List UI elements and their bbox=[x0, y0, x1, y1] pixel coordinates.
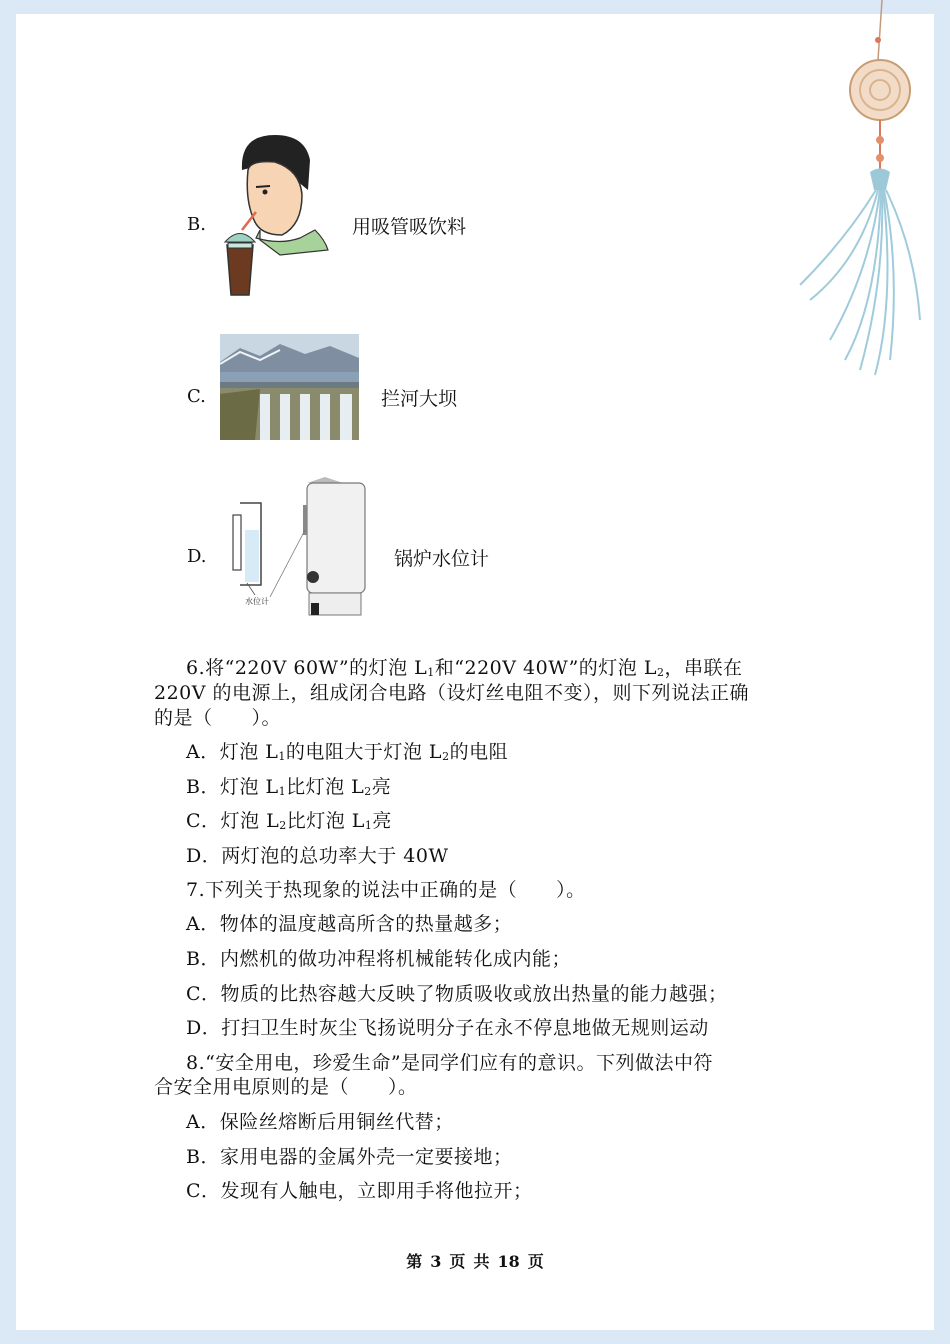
page-footer bbox=[0, 1249, 950, 1272]
total-pages: 18 bbox=[497, 1252, 520, 1271]
q8-option-c: C．发现有人触电，立即用手将他拉开； bbox=[186, 1180, 533, 1202]
boy-drinking-straw-illustration bbox=[220, 130, 330, 300]
option-c-caption: 拦河大坝 bbox=[381, 388, 458, 410]
q6-a-text: A．灯泡 L bbox=[186, 741, 279, 763]
option-d-caption: 锅炉水位计 bbox=[394, 548, 490, 570]
q7-option-c: C．物质的比热容越大反映了物质吸收或放出热量的能力越强； bbox=[186, 983, 728, 1005]
q6-a-text3: 的电阻 bbox=[449, 741, 509, 763]
q6-text-c: ，串联在 bbox=[664, 657, 743, 679]
q8-option-a: A．保险丝熔断后用铜丝代替； bbox=[186, 1111, 454, 1133]
footer-ye2: 页 bbox=[527, 1252, 544, 1271]
boiler-water-gauge-diagram bbox=[225, 475, 370, 625]
q6-c-text2: 比灯泡 L bbox=[286, 810, 365, 832]
page-number: 3 bbox=[430, 1252, 442, 1271]
q7-option-b: B．内燃机的做功冲程将机械能转化成内能； bbox=[186, 948, 571, 970]
option-b-letter: B. bbox=[187, 214, 206, 235]
q6-a-text2: 的电阻大于灯泡 L bbox=[285, 741, 443, 763]
tassel-ornament-icon bbox=[790, 0, 940, 385]
q6-text-a: 6.将“220V 60W”的灯泡 L bbox=[186, 657, 428, 679]
subscript: 1 bbox=[364, 819, 373, 832]
footer-gong: 共 bbox=[473, 1252, 490, 1271]
q6-b-text: B．灯泡 L bbox=[186, 776, 279, 798]
q6-stem-line2: 220V 的电源上，组成闭合电路（设灯丝电阻不变），则下列说法正确 bbox=[154, 682, 750, 704]
q6-option-a bbox=[186, 737, 508, 764]
q8-stem-line1: 8.“安全用电，珍爱生命”是同学们应有的意识。下列做法中符 bbox=[186, 1052, 714, 1074]
subscript: 1 bbox=[427, 666, 435, 679]
footer-di: 第 bbox=[406, 1252, 423, 1271]
q8-option-b: B．家用电器的金属外壳一定要接地； bbox=[186, 1146, 513, 1168]
q6-option-b bbox=[186, 772, 391, 799]
q7-option-a: A．物体的温度越高所含的热量越多； bbox=[186, 913, 513, 935]
q6-stem-line1 bbox=[186, 653, 742, 680]
q6-b-text2: 比灯泡 L bbox=[286, 776, 365, 798]
dam-photo bbox=[220, 334, 359, 440]
water-gauge-label: 水位计 bbox=[245, 597, 269, 606]
q6-option-d: D．两灯泡的总功率大于 40W bbox=[186, 845, 449, 867]
option-c-letter: C. bbox=[187, 386, 206, 407]
q6-stem-line3: 的是（ ）。 bbox=[154, 707, 282, 729]
q6-option-c bbox=[186, 806, 392, 833]
subscript: 2 bbox=[364, 785, 372, 798]
q7-option-d: D．打扫卫生时灰尘飞扬说明分子在永不停息地做无规则运动 bbox=[186, 1017, 709, 1039]
option-b-caption: 用吸管吸饮料 bbox=[352, 216, 467, 238]
subscript: 2 bbox=[442, 750, 450, 763]
q8-stem-line2: 合安全用电原则的是（ ）。 bbox=[154, 1076, 418, 1098]
q6-c-text3: 亮 bbox=[372, 810, 392, 832]
subscript: 2 bbox=[279, 819, 287, 832]
option-d-letter: D. bbox=[187, 546, 207, 567]
q6-c-text: C．灯泡 L bbox=[186, 810, 280, 832]
q6-b-text3: 亮 bbox=[371, 776, 392, 798]
footer-ye: 页 bbox=[449, 1252, 466, 1271]
subscript: 2 bbox=[656, 666, 665, 679]
q6-text-b: 和“220V 40W”的灯泡 L bbox=[434, 657, 657, 679]
subscript: 1 bbox=[278, 750, 286, 763]
subscript: 1 bbox=[278, 785, 287, 798]
q7-stem: 7.下列关于热现象的说法中正确的是（ ）。 bbox=[186, 879, 586, 901]
